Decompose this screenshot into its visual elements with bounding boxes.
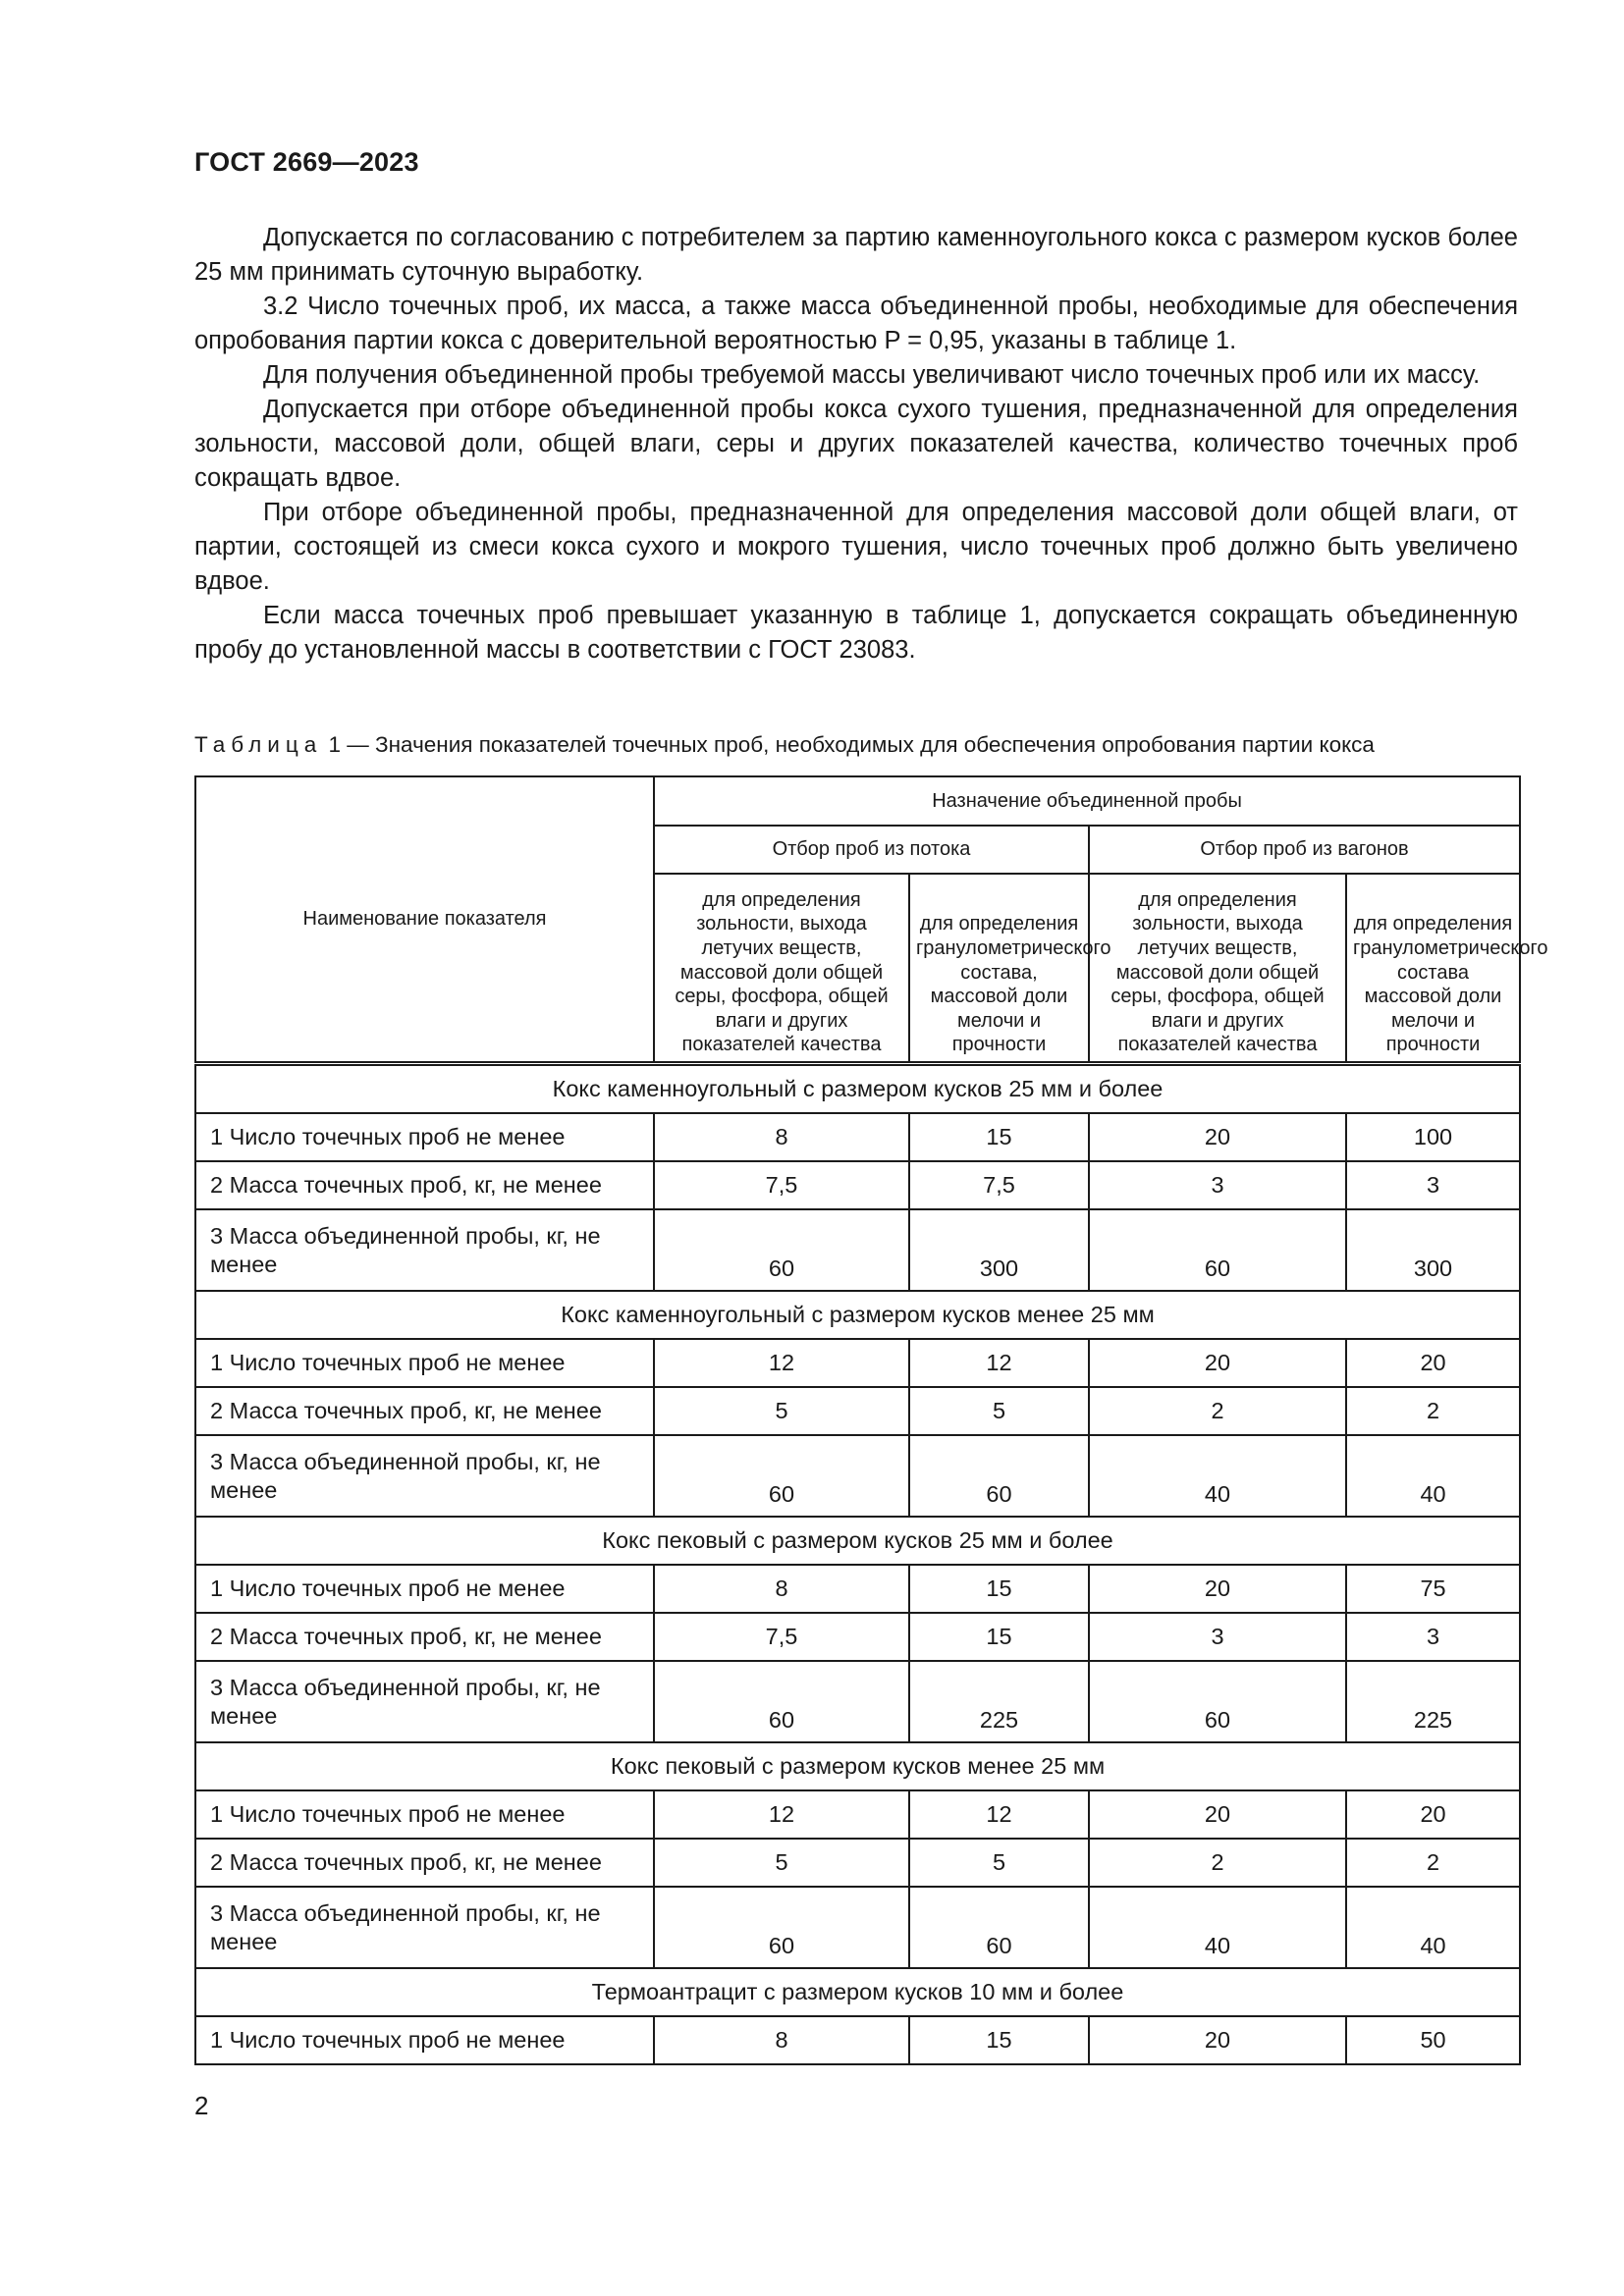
cell-value: 100 — [1346, 1113, 1520, 1161]
cell-value: 40 — [1089, 1435, 1346, 1517]
section-title: Кокс пековый с размером кусков менее 25 мм — [195, 1742, 1520, 1790]
header-col-stream-quality: для определения зольности, выхода летучих веществ, массовой доли общей серы, фосфора, общей влаги и других показателей качества — [654, 874, 909, 1064]
cell-value: 2 — [1346, 1387, 1520, 1435]
cell-value: 2 — [1089, 1387, 1346, 1435]
cell-value: 8 — [654, 1565, 909, 1613]
header-stream-sampling: Отбор проб из потока — [654, 826, 1089, 874]
cell-value: 60 — [654, 1887, 909, 1968]
document-header: ГОСТ 2669—2023 — [194, 147, 419, 177]
row-name: 3 Масса объединенной пробы, кг, не менее — [195, 1661, 654, 1742]
cell-value: 40 — [1346, 1887, 1520, 1968]
table-row — [195, 1661, 1520, 1742]
cell-value: 5 — [909, 1839, 1089, 1887]
cell-value: 225 — [909, 1661, 1089, 1742]
cell-value: 60 — [654, 1209, 909, 1291]
table-row — [195, 1613, 1520, 1661]
section-row — [195, 1968, 1520, 2016]
row-name: 2 Масса точечных проб, кг, не менее — [195, 1839, 654, 1887]
table-header-row — [195, 776, 1520, 826]
sampling-table — [194, 775, 1548, 2065]
table-row — [195, 1339, 1520, 1387]
section-title: Кокс каменноугольный с размером кусков менее 25 мм — [195, 1291, 1520, 1339]
header-wagon-sampling: Отбор проб из вагонов — [1089, 826, 1520, 874]
row-name: 1 Число точечных проб не менее — [195, 1790, 654, 1839]
row-name: 3 Масса объединенной пробы, кг, не менее — [195, 1435, 654, 1517]
section-row — [195, 1517, 1520, 1565]
section-title: Кокс пековый с размером кусков 25 мм и более — [195, 1517, 1520, 1565]
cell-value: 20 — [1346, 1790, 1520, 1839]
cell-value: 12 — [654, 1339, 909, 1387]
cell-value: 40 — [1089, 1887, 1346, 1968]
cell-value: 225 — [1346, 1661, 1520, 1742]
table-row — [195, 1113, 1520, 1161]
row-name: 1 Число точечных проб не менее — [195, 1339, 654, 1387]
cell-value: 12 — [654, 1790, 909, 1839]
section-row — [195, 1742, 1520, 1790]
paragraph: Допускается по согласованию с потребителем за партию каменноугольного кокса с размером кусков более 25 мм принимать суточную выработку. — [194, 224, 1518, 286]
row-name: 1 Число точечных проб не менее — [195, 1565, 654, 1613]
row-name: 3 Масса объединенной пробы, кг, не менее — [195, 1887, 654, 1968]
cell-value: 50 — [1346, 2016, 1520, 2064]
cell-value: 12 — [909, 1790, 1089, 1839]
row-name: 2 Масса точечных проб, кг, не менее — [195, 1613, 654, 1661]
cell-value: 60 — [909, 1887, 1089, 1968]
table-row — [195, 1565, 1520, 1613]
cell-value: 20 — [1089, 1339, 1346, 1387]
paragraph: Если масса точечных проб превышает указанную в таблице 1, допускается сокращать объединенную пробу до установленной массы в соответствии с ГОСТ 23083. — [194, 602, 1518, 664]
section-row — [195, 1064, 1520, 1114]
table-caption-number: 1 — [328, 732, 342, 757]
row-name: 3 Масса объединенной пробы, кг, не менее — [195, 1209, 654, 1291]
cell-value: 3 — [1346, 1613, 1520, 1661]
table-row — [195, 1387, 1520, 1435]
table-row — [195, 1435, 1520, 1517]
cell-value: 20 — [1089, 1790, 1346, 1839]
paragraph: Допускается при отборе объединенной пробы кокса сухого тушения, предназначенной для определения зольности, массовой доли, общей влаги, серы и других показателей качества, количество точечных проб сокращать вдвое. — [194, 396, 1518, 492]
paragraph: При отборе объединенной пробы, предназначенной для определения массовой доли общей влаги, от партии, состоящей из смеси кокса сухого и мокрого тушения, число точечных проб должно быть увеличено вдвое. — [194, 499, 1518, 595]
section-row — [195, 1291, 1520, 1339]
cell-value: 20 — [1089, 2016, 1346, 2064]
section-title: Термоантрацит с размером кусков 10 мм и более — [195, 1968, 1520, 2016]
header-col-wagon-granulometry: для определения гранулометрического состава массовой доли мелочи и прочности — [1346, 874, 1520, 1064]
cell-value: 20 — [1346, 1339, 1520, 1387]
cell-value: 60 — [909, 1435, 1089, 1517]
cell-value: 15 — [909, 2016, 1089, 2064]
section-title: Кокс каменноугольный с размером кусков 25 мм и более — [195, 1064, 1520, 1114]
cell-value: 60 — [654, 1661, 909, 1742]
body-text — [194, 221, 1518, 667]
cell-value: 7,5 — [654, 1613, 909, 1661]
table-caption-text: — Значения показателей точечных проб, необходимых для обеспечения опробования партии кокса — [347, 732, 1375, 757]
cell-value: 20 — [1089, 1113, 1346, 1161]
cell-value: 15 — [909, 1565, 1089, 1613]
cell-value: 5 — [654, 1387, 909, 1435]
table-row — [195, 1161, 1520, 1209]
cell-value: 8 — [654, 2016, 909, 2064]
row-name: 1 Число точечных проб не менее — [195, 2016, 654, 2064]
cell-value: 15 — [909, 1113, 1089, 1161]
row-name: 1 Число точечных проб не менее — [195, 1113, 654, 1161]
cell-value: 7,5 — [909, 1161, 1089, 1209]
cell-value: 3 — [1346, 1161, 1520, 1209]
table-row — [195, 1790, 1520, 1839]
cell-value: 60 — [1089, 1661, 1346, 1742]
header-sample-purpose: Назначение объединенной пробы — [654, 776, 1520, 826]
row-name: 2 Масса точечных проб, кг, не менее — [195, 1161, 654, 1209]
cell-value: 3 — [1089, 1161, 1346, 1209]
cell-value: 12 — [909, 1339, 1089, 1387]
header-col-wagon-quality: для определения зольности, выхода летучих веществ, массовой доли общей серы, фосфора, общей влаги и других показателей качества — [1089, 874, 1346, 1064]
cell-value: 300 — [1346, 1209, 1520, 1291]
cell-value: 7,5 — [654, 1161, 909, 1209]
cell-value: 300 — [909, 1209, 1089, 1291]
cell-value: 20 — [1089, 1565, 1346, 1613]
table-row — [195, 2016, 1520, 2064]
row-name: 2 Масса точечных проб, кг, не менее — [195, 1387, 654, 1435]
table-row — [195, 1209, 1520, 1291]
table-caption — [194, 732, 1530, 758]
header-col-stream-granulometry: для определения гранулометрического состава, массовой доли мелочи и прочности — [909, 874, 1089, 1064]
paragraph: Для получения объединенной пробы требуемой массы увеличивают число точечных проб или их массу. — [263, 361, 1481, 389]
cell-value: 8 — [654, 1113, 909, 1161]
cell-value: 40 — [1346, 1435, 1520, 1517]
page-number: 2 — [194, 2091, 209, 2120]
header-indicator-name: Наименование показателя — [195, 776, 654, 1064]
table-row — [195, 1887, 1520, 1968]
cell-value: 2 — [1089, 1839, 1346, 1887]
table-row — [195, 1839, 1520, 1887]
cell-value: 75 — [1346, 1565, 1520, 1613]
cell-value: 60 — [1089, 1209, 1346, 1291]
cell-value: 60 — [654, 1435, 909, 1517]
cell-value: 2 — [1346, 1839, 1520, 1887]
table-caption-label: Таблица — [194, 732, 323, 757]
cell-value: 5 — [909, 1387, 1089, 1435]
cell-value: 15 — [909, 1613, 1089, 1661]
paragraph: 3.2 Число точечных проб, их масса, а также масса объединенной пробы, необходимые для обеспечения опробования партии кокса с доверительной вероятностью P = 0,95, указаны в таблице 1. — [194, 293, 1518, 354]
cell-value: 5 — [654, 1839, 909, 1887]
cell-value: 3 — [1089, 1613, 1346, 1661]
